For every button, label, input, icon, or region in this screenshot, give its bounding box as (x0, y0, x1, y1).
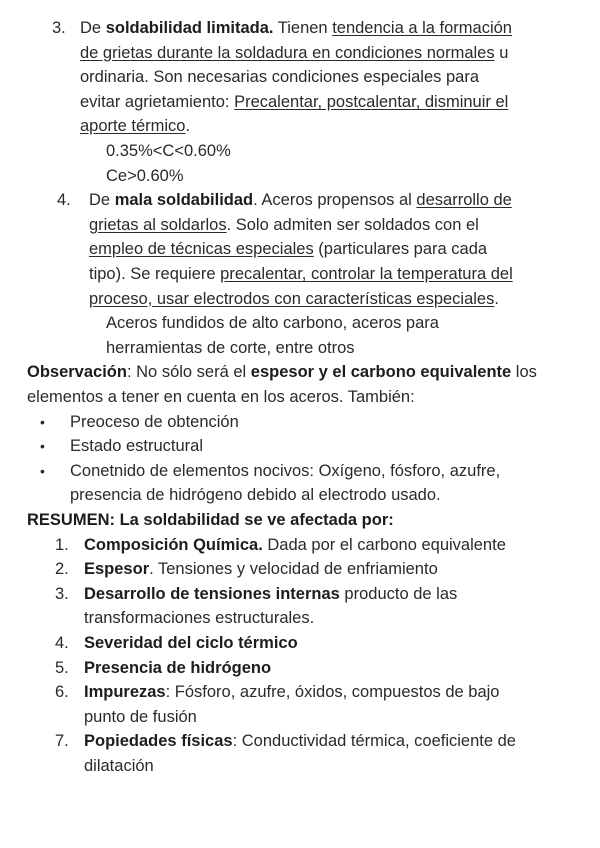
item-3-line-5: aporte térmico. (80, 117, 191, 136)
observation-line-2: elementos a tener en cuenta en los aceros. También: (27, 388, 415, 406)
bullet-item-nocivos: Conetnido de elementos nocivos: Oxígeno, fósforo, azufre, (70, 461, 501, 480)
bullet-dot: • (40, 438, 45, 455)
item-3-number: 3. (52, 19, 66, 37)
item-4-line-4: tipo). Se requiere precalentar, controlar la temperatura del (89, 265, 513, 283)
item-4-title: mala soldabilidad (114, 191, 254, 210)
item-3-line-1: De soldabilidad limitada. Tienen tendencia a la formación (80, 19, 512, 37)
item-3-line-2: de grietas durante la soldadura en condiciones normales u (80, 43, 509, 62)
summary-item-propiedades-cont: dilatación (84, 757, 154, 775)
summary-item-number: 5. (55, 658, 69, 677)
summary-item-number: 4. (55, 634, 69, 652)
summary-item-number: 7. (55, 732, 69, 751)
item-4-line-5: proceso, usar electrodos con características especiales. (89, 289, 499, 308)
item-3-title: soldabilidad limitada. (105, 19, 274, 37)
summary-item-composicion: Composición Química. Dada por el carbono equivalente (84, 535, 506, 554)
summary-item-ciclo-termico: Severidad del ciclo térmico (84, 634, 298, 652)
summary-item-propiedades: Popiedades físicas: Conductividad térmica, coeficiente de (84, 732, 516, 751)
observation-label: Observación (27, 363, 127, 382)
summary-item-impurezas: Impurezas: Fósforo, azufre, óxidos, compuestos de bajo (84, 683, 500, 702)
bullet-item-obtencion: Preoceso de obtención (70, 412, 239, 431)
summary-item-tensiones: Desarrollo de tensiones internas producto de las (84, 584, 458, 603)
summary-item-hidrogeno: Presencia de hidrógeno (84, 658, 272, 677)
item-3-line-3: ordinaria. Son necesarias condiciones especiales para (80, 68, 479, 87)
item-3-line-4: evitar agrietamiento: Precalentar, postcalentar, disminuir el (80, 92, 509, 111)
item-3-formula-carbon: 0.35%<C<0.60% (106, 142, 231, 160)
observation-line-1: Observación: No sólo será el espesor y el carbono equivalente los (27, 363, 537, 382)
summary-item-tensiones-cont: transformaciones estructurales. (84, 609, 315, 628)
item-4-line-3: empleo de técnicas especiales (particulares para cada (89, 240, 488, 259)
item-4-example-1: Aceros fundidos de alto carbono, aceros para (106, 314, 439, 333)
summary-item-number: 3. (55, 584, 69, 603)
summary-item-number: 1. (55, 535, 69, 554)
bullet-dot: • (40, 413, 45, 430)
summary-item-number: 2. (55, 560, 69, 579)
item-3-formula-ce: Ce>0.60% (106, 166, 184, 185)
summary-item-espesor: Espesor. Tensiones y velocidad de enfriamiento (84, 560, 438, 579)
summary-item-impurezas-cont: punto de fusión (84, 707, 197, 726)
bullet-item-nocivos-cont: presencia de hidrógeno debido al electrodo usado. (70, 486, 441, 505)
summary-item-number: 6. (55, 683, 69, 702)
item-4-number: 4. (57, 191, 71, 210)
bullet-item-estructural: Estado estructural (70, 437, 203, 456)
item-4-line-1: De mala soldabilidad. Aceros propensos al desarrollo de (89, 191, 512, 210)
item-4-example-2: herramientas de corte, entre otros (106, 338, 355, 357)
summary-heading: RESUMEN: La soldabilidad se ve afectada por: (27, 511, 394, 529)
bullet-dot: • (40, 462, 45, 479)
item-4-line-2: grietas al soldarlos. Solo admiten ser soldados con el (89, 215, 479, 234)
